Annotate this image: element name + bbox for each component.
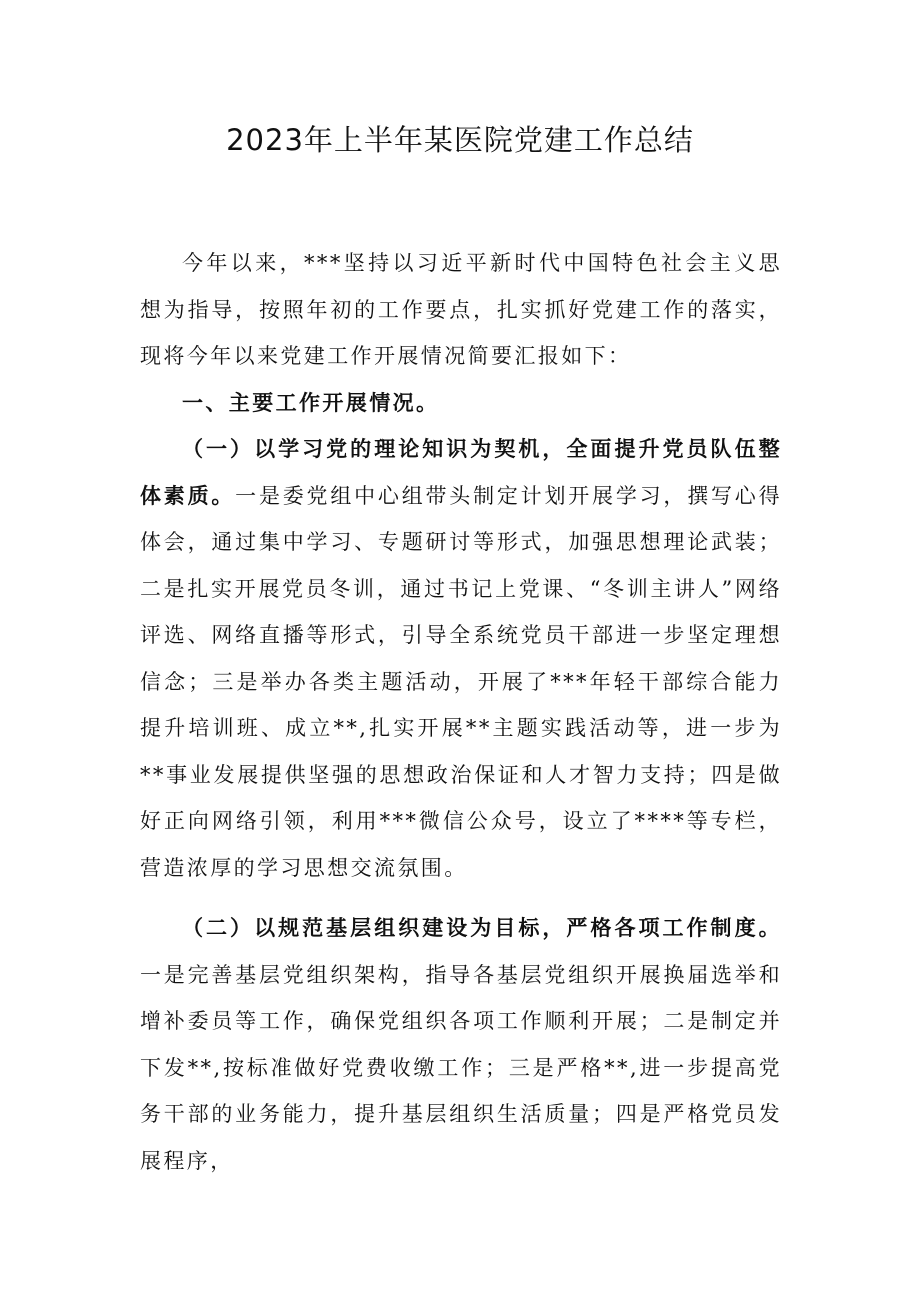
document-body: [140, 240, 782, 1184]
subsection-2-body: 一是完善基层党组织架构，指导各基层党组织开展换届选举和增补委员等工作，确保党组织各项工作顺利开展；二是制定并下发**,按标准做好党费收缴工作；三是严格**,进一步提高党务干部的业务能力，提升基层组织生活质量；四是严格党员发展程序，: [140, 962, 782, 1173]
section-heading-main-work: 一、主要工作开展情况。: [182, 389, 440, 415]
subsection-1-body: 一是委党组中心组带头制定计划开展学习，撰写心得体会，通过集中学习、专题研讨等形式，加强思想理论武装；二是扎实开展党员冬训，通过书记上党课、“冬训主讲人”网络评选、网络直播等形式，引导全系统党员干部进一步坚定理想信念；三是举办各类主题活动，开展了***年轻干部综合能力提升培训班、成立**,扎实开展**主题实践活动等，进一步为**事业发展提供坚强的思想政治保证和人才智力支持；四是做好正向网络引领，利用***微信公众号，设立了****等专栏，营造浓厚的学习思想交流氛围。: [140, 483, 782, 880]
subsection-1-paragraph: [140, 426, 782, 891]
document-title: 2023年上半年某医院党建工作总结: [226, 123, 694, 157]
subsection-2-heading: （二）以规范基层组织建设为目标，严格各项工作制度。: [182, 915, 782, 940]
paragraph-gap: [140, 891, 782, 905]
intro-paragraph: 今年以来，***坚持以习近平新时代中国特色社会主义思想为指导，按照年初的工作要点，扎实抓好党建工作的落实，现将今年以来党建工作开展情况简要汇报如下：: [140, 251, 782, 368]
subsection-1-heading: （一）以学习党的理论知识为契机，全面提升党员队伍整体素质。: [140, 436, 782, 508]
subsection-2-paragraph: [140, 905, 782, 1184]
